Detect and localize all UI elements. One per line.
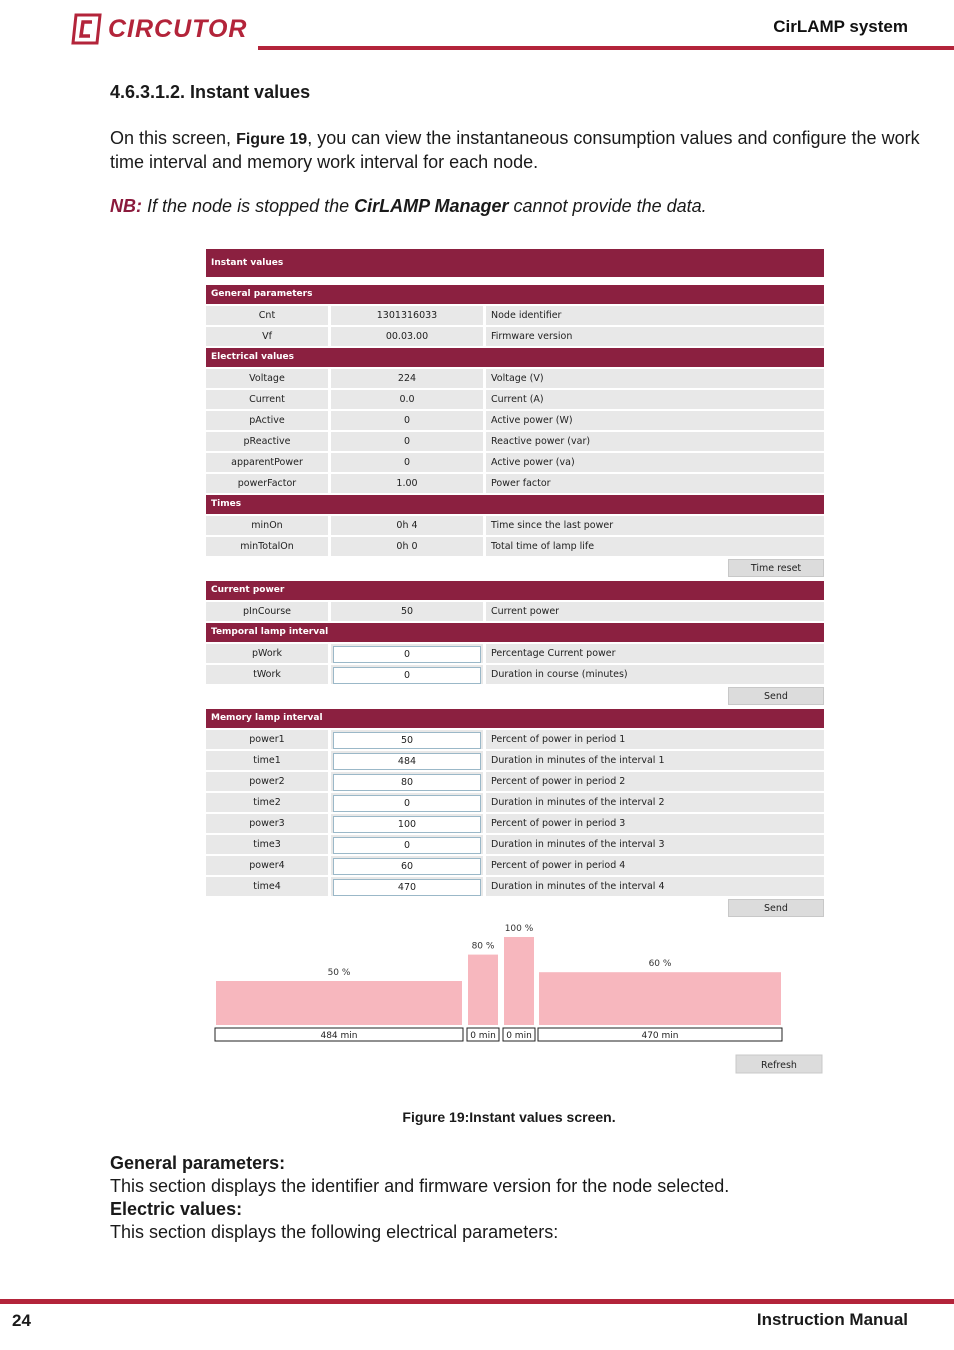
param-name: pReactive — [206, 432, 328, 451]
param-description: Duration in minutes of the interval 4 — [486, 877, 824, 896]
param-value-input[interactable] — [333, 774, 481, 791]
param-value: 0h 4 — [331, 516, 483, 535]
param-name: power3 — [206, 814, 328, 833]
param-description: Voltage (V) — [486, 369, 824, 388]
param-description: Active power (va) — [486, 453, 824, 472]
temporal-send-button[interactable]: Send — [728, 687, 824, 705]
param-value-cell — [331, 814, 483, 833]
intro-post: , you can view the instantaneous consumption values and configure the work time interval and memory work interval for each node. — [110, 128, 920, 172]
param-description: Duration in minutes of the interval 2 — [486, 793, 824, 812]
param-name: Current — [206, 390, 328, 409]
param-value: 1.00 — [331, 474, 483, 493]
param-value-input[interactable] — [333, 667, 481, 684]
table-row — [206, 772, 824, 791]
table-row — [206, 751, 824, 770]
param-name: power4 — [206, 856, 328, 875]
duration-label: 0 min — [470, 1031, 496, 1041]
param-value-cell — [331, 772, 483, 791]
param-value-input[interactable] — [333, 795, 481, 812]
footer-rule — [0, 1299, 954, 1304]
param-description: Current (A) — [486, 390, 824, 409]
param-value: 224 — [331, 369, 483, 388]
table-row — [206, 644, 824, 663]
instant-values-panel — [206, 249, 824, 917]
table-row — [206, 877, 824, 896]
param-value: 0 — [331, 432, 483, 451]
param-value: 00.03.00 — [331, 327, 483, 346]
refresh-button-label[interactable]: Refresh — [761, 1060, 797, 1071]
table-row — [206, 390, 824, 409]
panel-title: Instant values — [206, 249, 824, 277]
power-interval-chart-svg — [206, 920, 826, 1080]
refresh-button[interactable] — [736, 1055, 822, 1073]
param-description: Reactive power (var) — [486, 432, 824, 451]
param-value: 0.0 — [331, 390, 483, 409]
note-bold: CirLAMP Manager — [354, 196, 509, 216]
param-description: Total time of lamp life — [486, 537, 824, 556]
param-value-input[interactable] — [333, 837, 481, 854]
param-value-cell — [331, 644, 483, 663]
time-reset-button[interactable]: Time reset — [728, 559, 824, 577]
table-row — [206, 369, 824, 388]
param-name: Cnt — [206, 306, 328, 325]
intro-pre: On this screen, — [110, 128, 237, 148]
param-value-input[interactable] — [333, 732, 481, 749]
param-name: time2 — [206, 793, 328, 812]
section-heading: 4.6.3.1.2. Instant values — [110, 82, 311, 102]
param-name: powerFactor — [206, 474, 328, 493]
param-description: Percent of power in period 2 — [486, 772, 824, 791]
note-post: cannot provide the data. — [508, 196, 707, 216]
table-row — [206, 835, 824, 854]
document-title: CirLAMP system — [773, 17, 908, 36]
param-name: Voltage — [206, 369, 328, 388]
table-row — [206, 453, 824, 472]
bar-value-label: 60 % — [648, 959, 672, 970]
param-name: pActive — [206, 411, 328, 430]
table-row — [206, 537, 824, 556]
table-row — [206, 602, 824, 621]
chart-bar — [468, 955, 498, 1025]
bar-value-label: 50 % — [327, 968, 351, 978]
param-description: Current power — [486, 602, 824, 621]
param-value: 0 — [331, 453, 483, 472]
table-row — [206, 730, 824, 749]
chart-bar — [216, 981, 462, 1025]
param-value-input[interactable] — [333, 753, 481, 770]
param-value-cell — [331, 793, 483, 812]
param-name: time3 — [206, 835, 328, 854]
logo-text: CIRCUTOR — [108, 14, 248, 43]
param-description: Duration in minutes of the interval 3 — [486, 835, 824, 854]
param-value-input[interactable] — [333, 858, 481, 875]
parameter-descriptions — [110, 1152, 729, 1244]
param-name: power2 — [206, 772, 328, 791]
circutor-logo-icon — [70, 12, 104, 46]
param-value-cell — [331, 835, 483, 854]
param-name: time4 — [206, 877, 328, 896]
param-description: Firmware version — [486, 327, 824, 346]
param-description: Duration in course (minutes) — [486, 665, 824, 684]
general-parameters-heading: General parameters: — [110, 1153, 286, 1173]
page-number: 24 — [12, 1311, 31, 1330]
param-name: time1 — [206, 751, 328, 770]
param-value-input[interactable] — [333, 816, 481, 833]
param-description: Active power (W) — [486, 411, 824, 430]
intro-paragraph — [110, 127, 920, 174]
param-name: tWork — [206, 665, 328, 684]
param-name: apparentPower — [206, 453, 328, 472]
table-row — [206, 793, 824, 812]
section-times: Times — [206, 495, 824, 514]
param-name: pWork — [206, 644, 328, 663]
bar-value-label: 80 % — [471, 941, 495, 952]
section-electrical-values: Electrical values — [206, 348, 824, 367]
param-value-cell — [331, 877, 483, 896]
param-value-input[interactable] — [333, 646, 481, 663]
table-row — [206, 411, 824, 430]
param-value-input[interactable] — [333, 879, 481, 896]
section-general-parameters: General parameters — [206, 285, 824, 304]
param-description: Power factor — [486, 474, 824, 493]
electric-values-heading: Electric values: — [110, 1199, 243, 1219]
param-description: Time since the last power — [486, 516, 824, 535]
general-parameters-text: This section displays the identifier and firmware version for the node selected. — [110, 1176, 730, 1196]
param-name: minOn — [206, 516, 328, 535]
chart-bar — [539, 972, 781, 1025]
table-row — [206, 432, 824, 451]
param-value-cell — [331, 665, 483, 684]
note-paragraph — [110, 196, 707, 217]
param-name: Vf — [206, 327, 328, 346]
section-memory-lamp-interval: Memory lamp interval — [206, 709, 824, 728]
figure-caption: Figure 19:Instant values screen. — [402, 1109, 616, 1125]
param-description: Node identifier — [486, 306, 824, 325]
memory-send-button[interactable]: Send — [728, 899, 824, 917]
table-row — [206, 306, 824, 325]
duration-label: 470 min — [641, 1031, 679, 1041]
table-row — [206, 665, 824, 684]
param-value-cell — [331, 856, 483, 875]
figure-reference: Figure 19 — [236, 131, 308, 148]
duration-label: 0 min — [506, 1031, 532, 1041]
power-interval-chart — [206, 920, 826, 1080]
note-pre: If the node is stopped the — [142, 196, 355, 216]
param-value: 50 — [331, 602, 483, 621]
circutor-logo — [70, 12, 250, 46]
section-current-power: Current power — [206, 581, 824, 600]
table-row — [206, 327, 824, 346]
param-name: pInCourse — [206, 602, 328, 621]
param-value-cell — [331, 730, 483, 749]
electric-values-text: This section displays the following electrical parameters: — [110, 1222, 559, 1242]
table-row — [206, 474, 824, 493]
chart-bar — [504, 937, 534, 1025]
param-description: Percent of power in period 1 — [486, 730, 824, 749]
manual-title: Instruction Manual — [756, 1310, 908, 1329]
section-temporal-lamp-interval: Temporal lamp interval — [206, 623, 824, 642]
duration-label: 484 min — [320, 1031, 358, 1041]
param-name: power1 — [206, 730, 328, 749]
bar-value-label: 100 % — [504, 924, 534, 934]
param-value: 0 — [331, 411, 483, 430]
param-value: 1301316033 — [331, 306, 483, 325]
param-name: minTotalOn — [206, 537, 328, 556]
note-label: NB: — [110, 196, 142, 216]
param-value: 0h 0 — [331, 537, 483, 556]
header-rule — [258, 46, 954, 50]
table-row — [206, 856, 824, 875]
param-description: Duration in minutes of the interval 1 — [486, 751, 824, 770]
table-row — [206, 516, 824, 535]
param-value-cell — [331, 751, 483, 770]
table-row — [206, 814, 824, 833]
param-description: Percentage Current power — [486, 644, 824, 663]
param-description: Percent of power in period 4 — [486, 856, 824, 875]
param-description: Percent of power in period 3 — [486, 814, 824, 833]
